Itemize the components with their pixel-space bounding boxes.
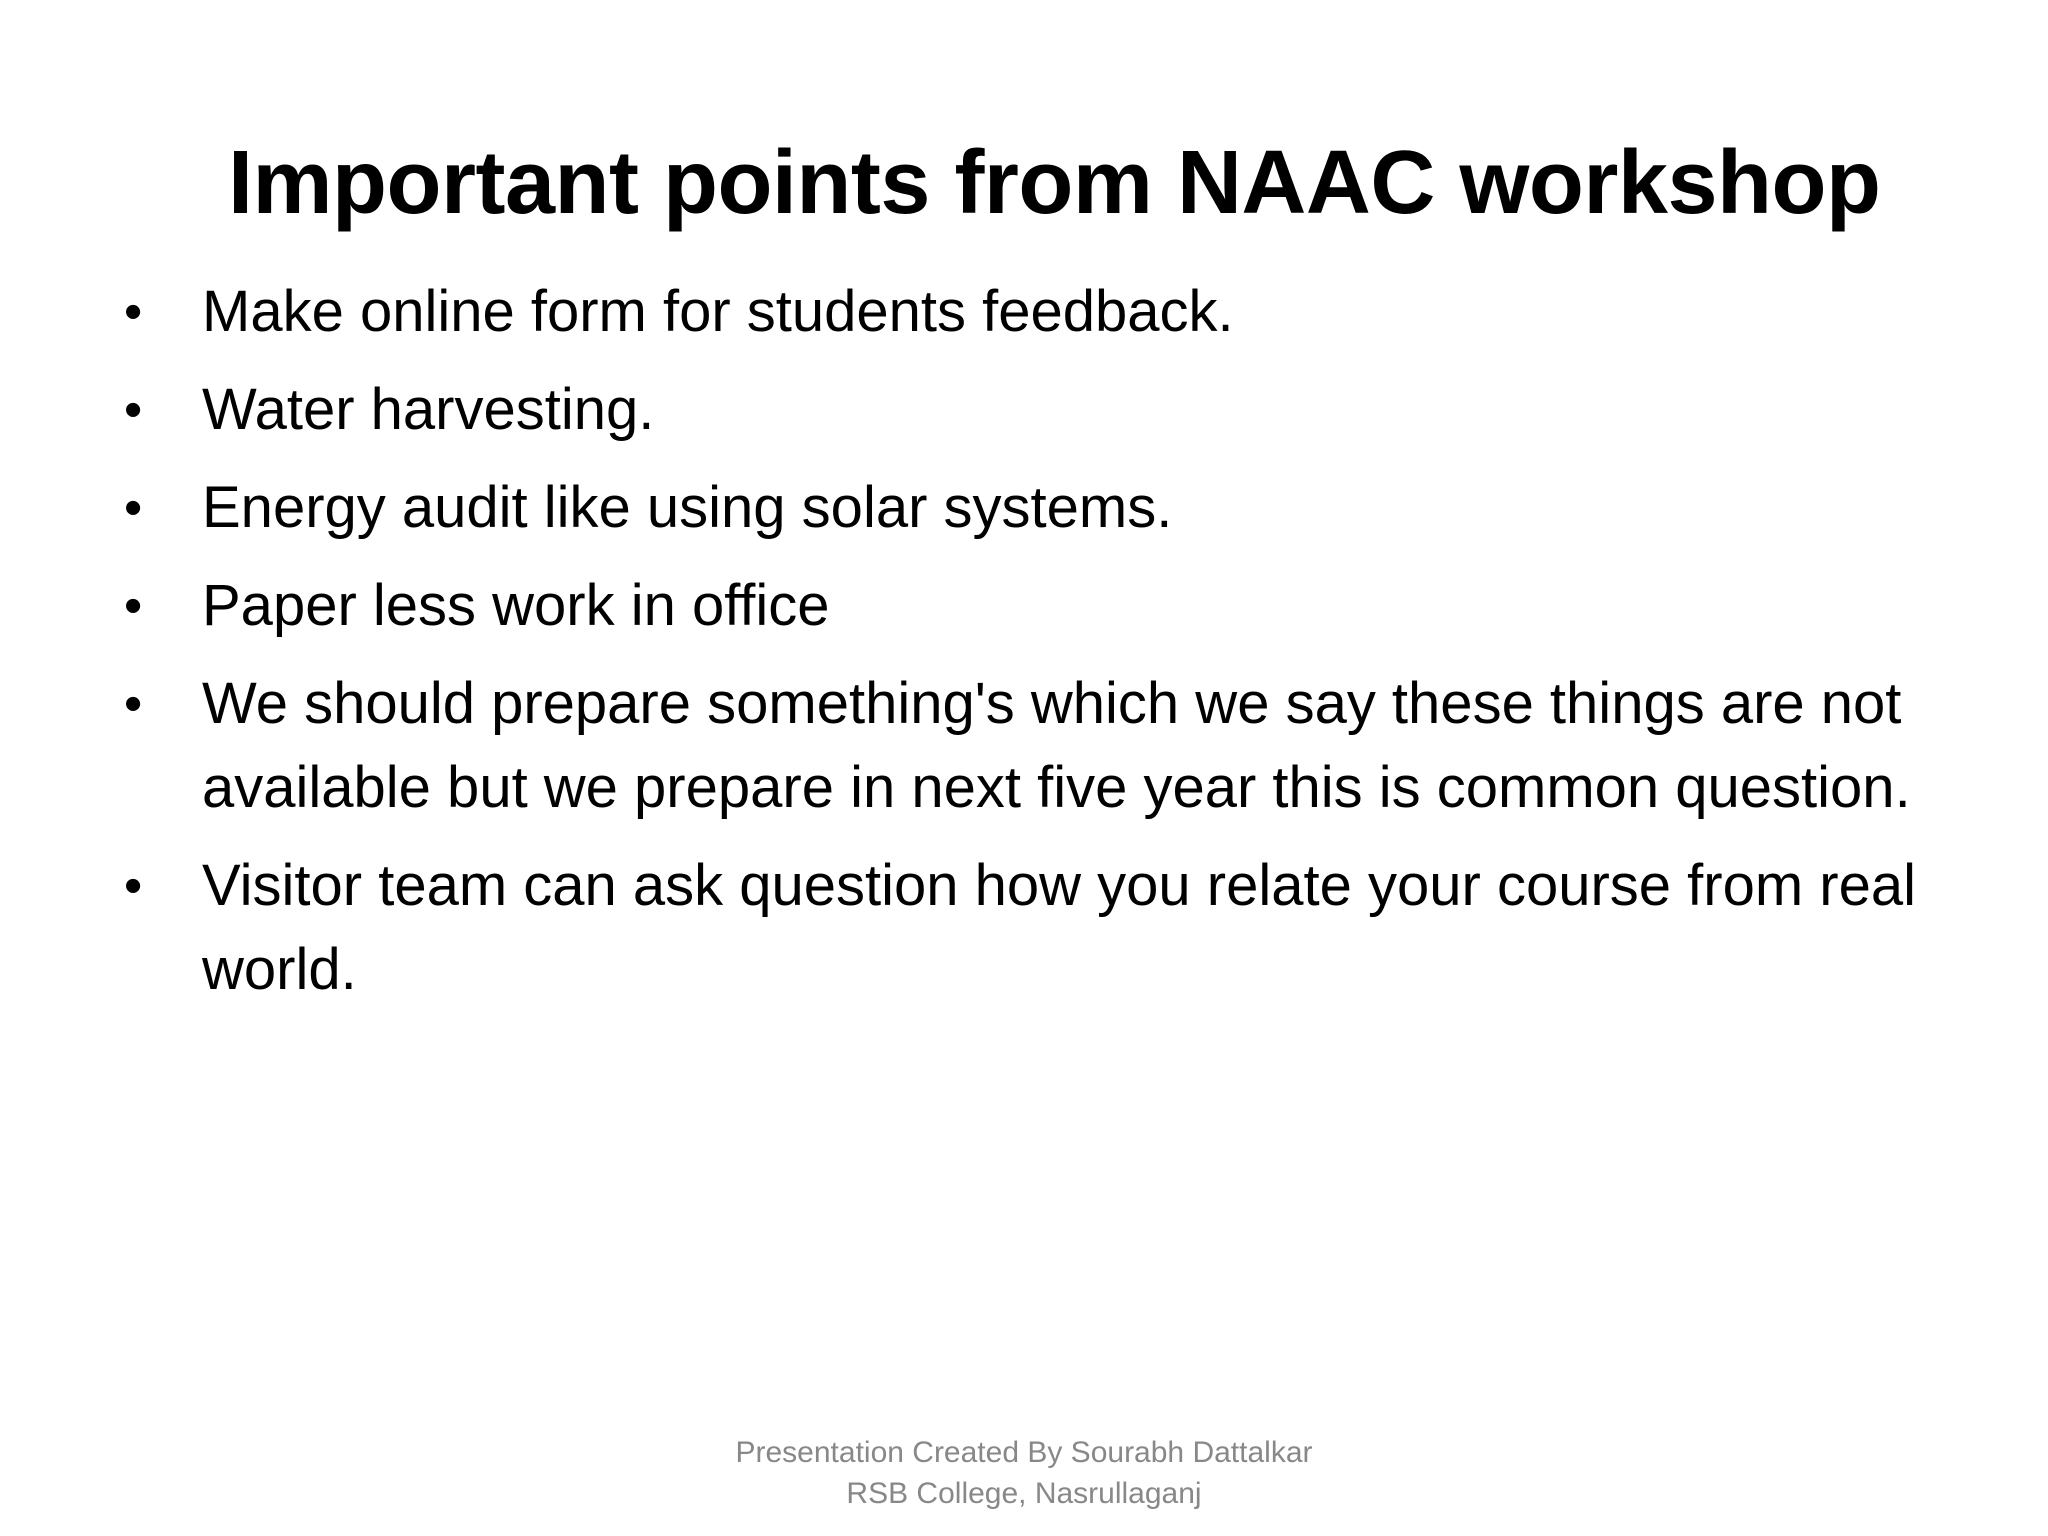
bullet-icon: •	[124, 675, 143, 733]
bullet-text: Energy audit like using solar systems.	[202, 475, 1173, 540]
bullet-item	[118, 844, 1978, 1012]
bullet-text: Visitor team can ask question how you relate your course from real world.	[202, 853, 1916, 1002]
bullet-item	[118, 466, 1978, 550]
bullet-icon: •	[124, 283, 143, 341]
bullet-icon: •	[124, 381, 143, 439]
footer-line-college: RSB College, Nasrullaganj	[846, 1477, 1202, 1510]
bullet-list	[118, 270, 1978, 1026]
slide-title: Important points from NAAC workshop	[228, 133, 1881, 233]
bullet-item	[118, 564, 1978, 648]
bullet-icon: •	[124, 577, 143, 635]
footer-line-author: Presentation Created By Sourabh Dattalkar	[735, 1436, 1313, 1469]
bullet-text: Water harvesting.	[202, 377, 655, 442]
bullet-text: Paper less work in office	[202, 573, 830, 638]
bullet-item	[118, 368, 1978, 452]
bullet-text: We should prepare something's which we say these things are not available but we prepare in next five year this is common question.	[202, 671, 1911, 820]
bullet-icon: •	[124, 479, 143, 537]
bullet-item	[118, 270, 1978, 354]
bullet-icon: •	[124, 857, 143, 915]
bullet-text: Make online form for students feedback.	[202, 279, 1234, 344]
bullet-item	[118, 662, 1978, 830]
footer-credit	[624, 1432, 1424, 1514]
